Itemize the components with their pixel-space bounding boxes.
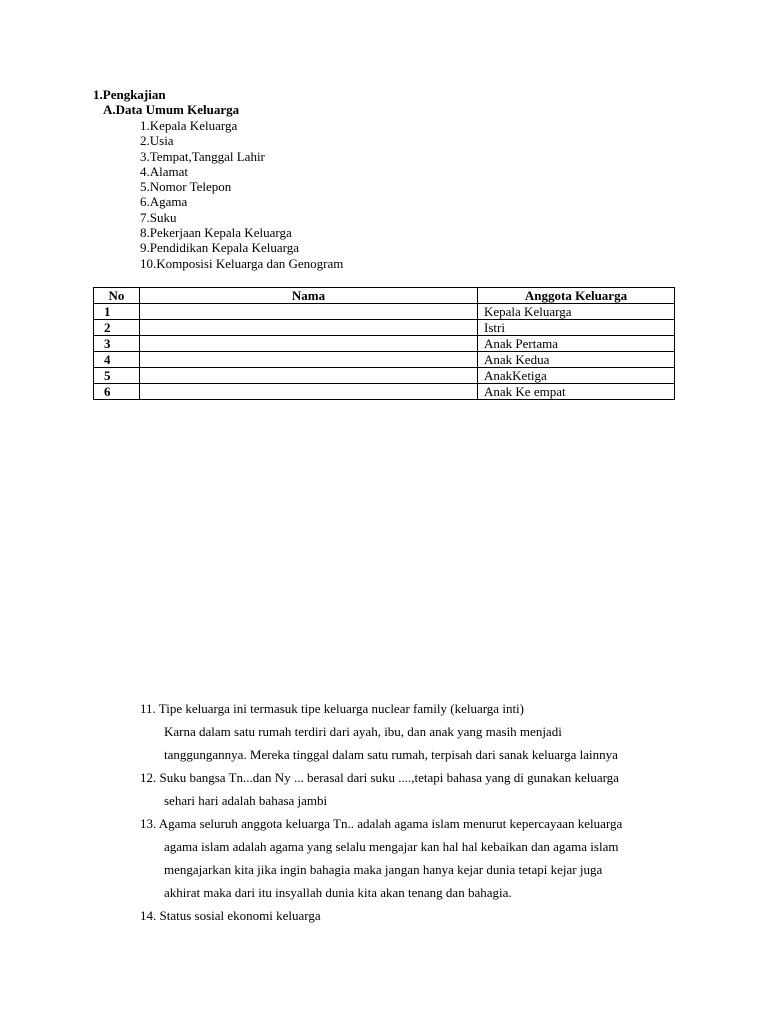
cell-anggota: Kepala Keluarga (478, 304, 675, 320)
paragraph-12-line: sehari hari adalah bahasa jambi (164, 793, 328, 808)
header-no: No (94, 288, 140, 304)
cell-no: 6 (94, 384, 140, 400)
table-header-row (94, 288, 675, 304)
header-anggota: Anggota Keluarga (478, 288, 675, 304)
cell-nama (140, 384, 478, 400)
list-item: 2.Usia (140, 133, 174, 149)
paragraph-12-line: 12. Suku bangsa Tn...dan Ny ... berasal dari suku ....,tetapi bahasa yang di gunakan keluarga (140, 770, 619, 785)
list-item: 6.Agama (140, 194, 188, 210)
cell-anggota: Istri (478, 320, 675, 336)
list-item: 7.Suku (140, 209, 177, 225)
cell-no: 5 (94, 368, 140, 384)
table-row (94, 368, 675, 384)
list-item: 10.Komposisi Keluarga dan Genogram (140, 255, 344, 271)
paragraph-11-line: Karna dalam satu rumah terdiri dari ayah, ibu, dan anak yang masih menjadi (164, 724, 562, 739)
cell-no: 4 (94, 352, 140, 368)
data-list (140, 118, 343, 271)
table-row (94, 304, 675, 320)
paragraph-13-line: mengajarkan kita jika ingin bahagia maka jangan hanya kejar dunia tetapi kejar juga (164, 862, 603, 877)
cell-nama (140, 336, 478, 352)
table-row (94, 320, 675, 336)
cell-nama (140, 320, 478, 336)
paragraph-11-line: 11. Tipe keluarga ini termasuk tipe keluarga nuclear family (keluarga inti) (140, 701, 524, 716)
cell-anggota: Anak Kedua (478, 352, 675, 368)
list-item: 4.Alamat (140, 163, 189, 179)
cell-anggota: AnakKetiga (478, 368, 675, 384)
cell-no: 3 (94, 336, 140, 352)
paragraph-13-line: 13. Agama seluruh anggota keluarga Tn.. adalah agama islam menurut kepercayaan keluarga (140, 816, 623, 831)
cell-no: 1 (94, 304, 140, 320)
table-row (94, 384, 675, 400)
subsection-heading: A.Data Umum Keluarga (103, 102, 240, 117)
paragraph-14-line: 14. Status sosial ekonomi keluarga (140, 908, 321, 923)
list-item: 5.Nomor Telepon (140, 179, 232, 195)
list-item: 3.Tempat,Tanggal Lahir (140, 148, 265, 164)
cell-no: 2 (94, 320, 140, 336)
cell-anggota: Anak Ke empat (478, 384, 675, 400)
header-nama: Nama (140, 288, 478, 304)
list-item: 9.Pendidikan Kepala Keluarga (140, 240, 299, 256)
list-item: 1.Kepala Keluarga (140, 118, 238, 133)
list-item: 8.Pekerjaan Kepala Keluarga (140, 225, 292, 241)
table-row (94, 352, 675, 368)
numbered-paragraphs (140, 697, 700, 927)
section-heading: 1.Pengkajian (93, 87, 166, 102)
cell-nama (140, 368, 478, 384)
paragraph-13-line: akhirat maka dari itu insyallah dunia kita akan tenang dan bahagia. (164, 885, 512, 900)
family-composition-table (93, 287, 675, 400)
paragraph-11-line: tanggungannya. Mereka tinggal dalam satu rumah, terpisah dari sanak keluarga lainnya (164, 747, 618, 762)
table-row (94, 336, 675, 352)
cell-anggota: Anak Pertama (478, 336, 675, 352)
cell-nama (140, 352, 478, 368)
cell-nama (140, 304, 478, 320)
paragraph-13-line: agama islam adalah agama yang selalu mengajar kan hal hal kebaikan dan agama islam (164, 839, 619, 854)
